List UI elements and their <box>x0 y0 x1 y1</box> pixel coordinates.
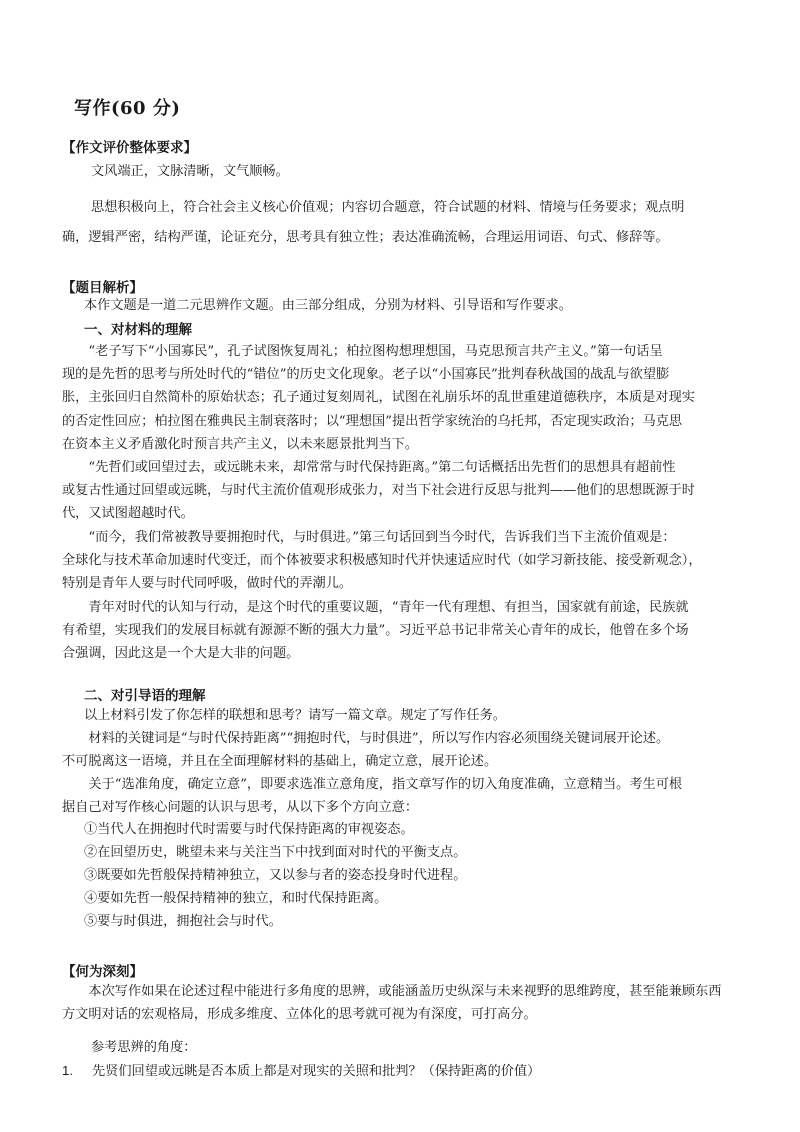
angle-item-4: ④要如先哲一般保持精神的独立，和时代保持距离。 <box>84 891 388 906</box>
angle-item-3: ③既要如先哲般保持精神独立，又以参与者的姿态投身时代进程。 <box>84 868 467 883</box>
text-line: “先哲们或回望过去，或远眺未来，却常常与时代保持距离。”第二句话概括出先哲们的思想具有超前性 <box>88 460 676 475</box>
text-line: “而今，我们常被教导要拥抱时代，与时俱进。”第三句话回到当今时代，告诉我们当下主流价值观是： <box>88 530 676 545</box>
text-line: 方文明对话的宏观格局，形成多维度、立体化的思考就可视为有深度，可打高分。 <box>62 1007 537 1023</box>
guide-paragraph-2 <box>62 727 752 773</box>
angle-item-2: ②在回望历史，眺望未来与关注当下中找到面对时代的平衡支点。 <box>84 845 467 860</box>
text-line: 有希望，实现我们的发展目标就有源源不断的强大力量”。习近平总书记非常关心青年的成长，他曾在多个场 <box>62 623 689 639</box>
text-line: 青年对时代的认知与行动，是这个时代的重要议题，“青年一代有理想、有担当，国家就有前途，民族就 <box>88 600 689 615</box>
depth-heading: 【何为深刻】 <box>62 964 143 980</box>
text-line: 胀，主张回归自然简朴的原始状态；孔子通过复刻周礼，试图在礼崩乐坏的乱世重建道德秩序，本质是对现实 <box>62 390 695 406</box>
material-paragraph-3 <box>62 526 752 596</box>
guide-paragraph-1: 以上材料引发了你怎样的联想和思考？请写一篇文章。规定了写作任务。 <box>84 708 506 723</box>
eval-paragraph-1: 文风端正，文脉清晰，文气顺畅。 <box>91 164 289 179</box>
eval-paragraph-2-line-2: 确，逻辑严密，结构严谨，论证充分，思考具有独立性；表达准确流畅，合理运用词语、句式、修辞等。 <box>62 230 669 245</box>
text-line: 在资本主义矛盾激化时预言共产主义，以未来愿景批判当下。 <box>62 436 419 452</box>
text-line: 特别是青年人要与时代同呼吸，做时代的弄潮儿。 <box>62 576 353 592</box>
material-paragraph-4 <box>62 596 752 666</box>
question-number: 1. <box>62 1063 73 1078</box>
angle-item-1: ①当代人在拥抱时代时需要与时代保持距离的审视姿态。 <box>84 822 414 837</box>
text-line: 据自己对写作核心问题的认识与思考，从以下多个方向立意： <box>62 800 419 816</box>
text-line: “老子写下“小国寡民”，孔子试图恢复周礼；柏拉图构想理想国，马克思预言共产主义。”第一句话呈 <box>88 344 663 359</box>
material-paragraph-1 <box>62 340 752 456</box>
text-line: 现的是先哲的思考与所处时代的“错位”的历史文化现象。老子以“小国寡民”批判春秋战国的战乱与欲望膨 <box>62 367 670 383</box>
analysis-intro: 本作文题是一道二元思辨作文题。由三部分组成，分别为材料、引导语和写作要求。 <box>84 298 572 313</box>
reference-angles-label: 参考思辨的角度： <box>91 1040 197 1055</box>
page-title: 写作(60 分) <box>74 98 181 119</box>
text-line: 全球化与技术革命加速时代变迁，而个体被要求积极感知时代并快速适应时代（如学习新技能、接受新观念）， <box>62 553 702 569</box>
material-subheading: 一、对材料的理解 <box>84 322 192 338</box>
guide-paragraph-3 <box>62 773 752 819</box>
text-line: 的否定性回应；柏拉图在雅典民主制衰落时；以“理想国”提出哲学家统治的乌托邦，否定现实政治；马克思 <box>62 413 683 429</box>
text-line: 合强调，因此这是一个大是大非的问题。 <box>62 646 300 662</box>
text-line: 材料的关键词是“与时代保持距离”“拥抱时代，与时俱进”，所以写作内容必须围绕关键词展开论述。 <box>88 731 670 746</box>
angle-item-5: ⑤要与时俱进，拥抱社会与时代。 <box>84 914 282 929</box>
text-line: 代，又试图超越时代。 <box>62 506 194 522</box>
guide-subheading: 二、对引导语的理解 <box>84 688 206 704</box>
question-item-1 <box>62 1060 540 1079</box>
text-line: 或复古性通过回望或远眺，与时代主流价值观形成张力，对当下社会进行反思与批判——他们的思想既源于时 <box>62 483 695 499</box>
question-text: 先贤们回望或远眺是否本质上都是对现实的关照和批判？（保持距离的价值） <box>92 1064 541 1079</box>
eval-paragraph-2-line-1: 思想积极向上，符合社会主义核心价值观；内容切合题意，符合试题的材料、情境与任务要求；观点明 <box>91 200 685 215</box>
text-line: 关于“选准角度，确定立意”，即要求选准立意角度，指文章写作的切入角度准确，立意精当。考生可根 <box>88 777 683 792</box>
material-paragraph-2 <box>62 456 752 526</box>
text-line: 不可脱离这一语境，并且在全面理解材料的基础上，确定立意，展开论述。 <box>62 754 498 770</box>
text-line: 本次写作如果在论述过程中能进行多角度的思辨，或能涵盖历史纵深与未来视野的思维跨度，甚至能兼顾东西 <box>88 984 722 999</box>
analysis-heading: 【题目解析】 <box>62 280 143 296</box>
depth-paragraph <box>62 980 752 1026</box>
eval-heading: 【作文评价整体要求】 <box>62 140 197 156</box>
